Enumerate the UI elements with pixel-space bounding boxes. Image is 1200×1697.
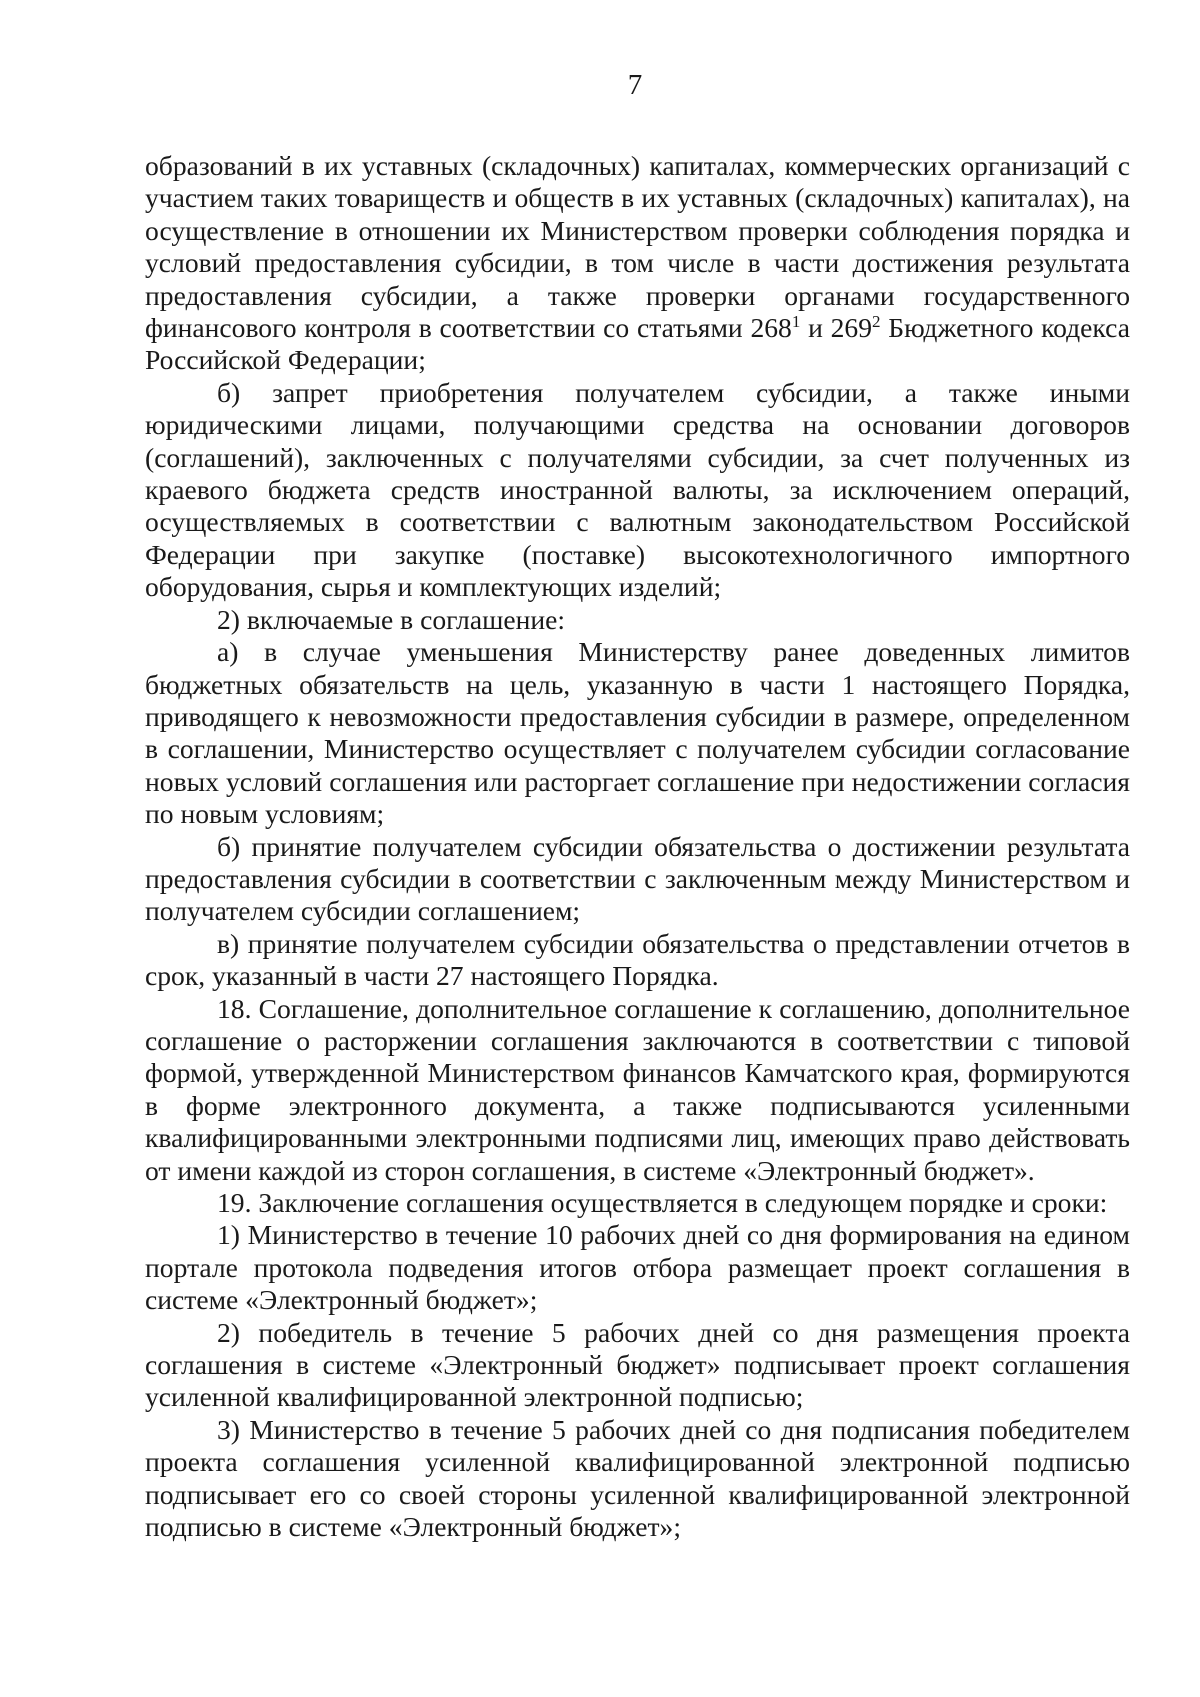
paragraph-a-limits: а) в случае уменьшения Министерству ранее доведенных лимитов бюджетных обязательств на цель, указанную в части 1 настоящего Порядка, приводящего к невозможности предоставления субсидии в размере, определенном в соглашении, Министерство осуществляет с получателем субсидии согласование новых условий соглашения или расторгает соглашение при недостижении согласия по новым условиям; (145, 636, 1130, 830)
paragraph-19-1: 1) Министерство в течение 10 рабочих дней со дня формирования на едином портале протокола подведения итогов отбора размещает проект соглашения в системе «Электронный бюджет»; (145, 1219, 1130, 1316)
paragraph-text: Бюджетного кодекса Российской Федерации; (145, 312, 1130, 376)
paragraph-19-procedure: 19. Заключение соглашения осуществляется в следующем порядке и сроки: (217, 1187, 1108, 1218)
paragraph-v-reports: в) принятие получателем субсидии обязательства о представлении отчетов в срок, указанный в части 27 настоящего Порядка. (145, 927, 1130, 992)
superscript-2: 2 (872, 311, 881, 331)
paragraph-19-3: 3) Министерство в течение 5 рабочих дней со дня подписания победителем проекта соглашения усиленной квалифицированной электронной подписью подписывает его со своей стороны усиленной квалифицированной электронной подписью в системе «Электронный бюджет»; (145, 1413, 1130, 1543)
paragraph-2-included: 2) включаемые в соглашение: (217, 603, 566, 635)
paragraph-continuation (145, 150, 1130, 377)
paragraph-b-result-obligation: б) принятие получателем субсидии обязательства о достижении результата предоставления субсидии в соответствии с заключенным между Министерством и получателем субсидии соглашением; (145, 830, 1130, 927)
document-body (145, 150, 1130, 1543)
paragraph-text: и 269 (800, 312, 873, 344)
paragraph-18-agreement: 18. Соглашение, дополнительное соглашение к соглашению, дополнительное соглашение о расторжении соглашения заключаются в соответствии с типовой формой, утвержденной Министерством финансов Камчатского края, формируются в форме электронного документа, а также подписываются усиленными квалифицированными электронными подписями лиц, имеющих право действовать от имени каждой из сторон соглашения, в системе «Электронный бюджет». (145, 992, 1130, 1186)
paragraph-text: образований в их уставных (складочных) капиталах, коммерческих организаций с участием таких товариществ и обществ в их уставных (складочных) капиталах), на осуществление в отношении их Министерством проверки соблюдения порядка и условий предоставления субсидии, в том числе в части достижения результата предоставления субсидии, а также проверки органами государственного финансового контроля в соответствии со статьями 268 (145, 150, 1130, 344)
paragraph-19-2: 2) победитель в течение 5 рабочих дней со дня размещения проекта соглашения в системе «Электронный бюджет» подписывает проект соглашения усиленной квалифицированной электронной подписью; (145, 1316, 1130, 1413)
paragraph-b-ban-currency: б) запрет приобретения получателем субсидии, а также иными юридическими лицами, получающими средства на основании договоров (соглашений), заключенных с получателями субсидии, за счет полученных из краевого бюджета средств иностранной валюты, за исключением операций, осуществляемых в соответствии с валютным законодательством Российской Федерации при закупке (поставке) высокотехнологичного импортного оборудования, сырья и комплектующих изделий; (145, 376, 1130, 603)
superscript-1: 1 (791, 311, 801, 331)
page-number: 7 (627, 69, 643, 101)
